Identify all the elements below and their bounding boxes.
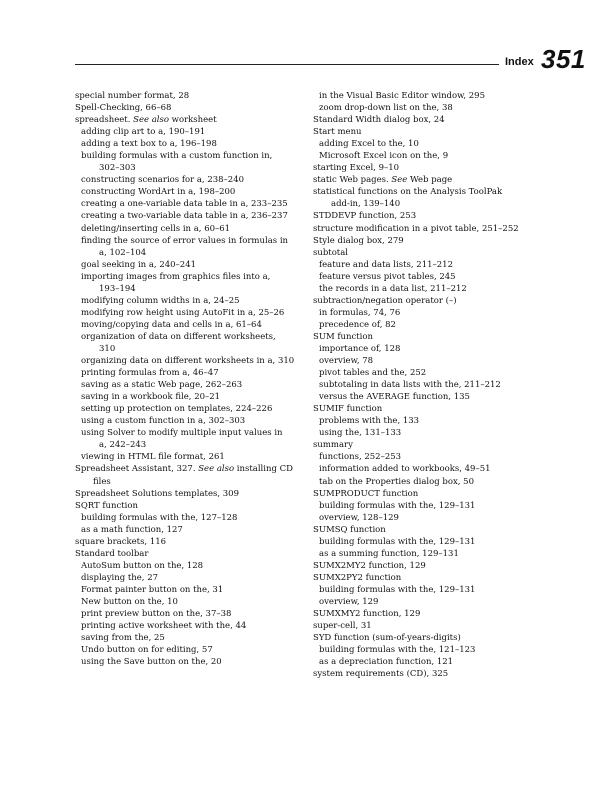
entry-text: subtotaling in data lists with the, 211–212 (319, 380, 501, 391)
entry-text: overview, 128–129 (319, 512, 399, 523)
entry-text: printing active worksheet with the, 44 (81, 621, 247, 632)
index-subentry (75, 367, 307, 379)
entry-text: using Solver to modify multiple input values in (81, 428, 283, 439)
entry-text: super-cell, 31 (313, 621, 372, 632)
index-subentry (75, 210, 307, 222)
index-subentry (313, 427, 545, 439)
entry-text: SUM function (313, 331, 373, 342)
index-subentry (75, 512, 307, 524)
index-entry (313, 439, 545, 451)
index-subentry (313, 307, 545, 319)
entry-text: problems with the, 133 (319, 416, 420, 427)
entry-text: 302–303 (99, 163, 136, 174)
entry-text: Undo button on for editing, 57 (81, 645, 213, 656)
index-subentry (313, 343, 545, 355)
running-header-section: Index (505, 56, 534, 68)
entry-text: organizing data on different worksheets in a, 310 (81, 356, 295, 367)
index-subentry (313, 512, 545, 524)
entry-text: Microsoft Excel icon on the, 9 (319, 151, 449, 162)
entry-text: precedence of, 82 (319, 319, 396, 330)
entry-text: SUMXMY2 function, 129 (313, 609, 421, 620)
index-subentry (313, 596, 545, 608)
entry-text: displaying the, 27 (81, 572, 159, 583)
entry-text: SUMSQ function (313, 524, 386, 535)
entry-text: goal seeking in a, 240–241 (81, 259, 197, 270)
index-subentry (75, 427, 307, 439)
entry-text: building formulas with the, 127–128 (81, 512, 238, 523)
entry-text: setting up protection on templates, 224–226 (81, 404, 273, 415)
entry-text: using the Save button on the, 20 (81, 657, 222, 668)
entry-text: adding a text box to a, 196–198 (81, 139, 217, 150)
entry-text: worksheet (168, 115, 217, 126)
index-entry (313, 560, 545, 572)
entry-text: zoom drop-down list on the, 38 (319, 103, 453, 114)
index-subentry (313, 259, 545, 271)
index-entry (313, 403, 545, 415)
index-entry (75, 90, 307, 102)
entry-text: deleting/inserting cells in a, 60–61 (81, 223, 231, 234)
index-entry (313, 488, 545, 500)
entry-text: information added to workbooks, 49–51 (319, 464, 491, 475)
index-subentry (313, 319, 545, 331)
index-column-right (313, 90, 545, 680)
index-subentry (75, 331, 307, 343)
index-subentry (75, 379, 307, 391)
entry-text: constructing WordArt in a, 198–200 (81, 187, 236, 198)
index-entry (313, 174, 545, 186)
index-column-left (75, 90, 307, 668)
entry-text: in formulas, 74, 76 (319, 307, 401, 318)
index-entry (313, 295, 545, 307)
header-rule (75, 64, 499, 65)
entry-text: SQRT function (75, 500, 138, 511)
see-reference: See also (133, 115, 169, 126)
index-subentry (75, 150, 307, 162)
index-entry (75, 476, 307, 488)
see-reference: See also (198, 464, 235, 475)
index-subentry (313, 355, 545, 367)
index-subentry (313, 536, 545, 548)
entry-text: as a math function, 127 (81, 524, 183, 535)
entry-text: SUMIF function (313, 404, 383, 415)
index-subentry (313, 150, 545, 162)
entry-text: building formulas with the, 129–131 (319, 500, 476, 511)
index-entry (313, 572, 545, 584)
entry-text: starting Excel, 9–10 (313, 163, 400, 174)
entry-text: modifying row height using AutoFit in a, 25–26 (81, 307, 285, 318)
index-subentry (75, 391, 307, 403)
entry-text: constructing scenarios for a, 238–240 (81, 175, 245, 186)
entry-text: Web page (407, 175, 453, 186)
index-subentry (313, 415, 545, 427)
index-subentry (75, 126, 307, 138)
index-subentry (313, 379, 545, 391)
entry-text: statistical functions on the Analysis ToolPak (313, 187, 503, 198)
entry-text: organization of data on different worksheets, (81, 331, 276, 342)
index-subentry (313, 500, 545, 512)
index-subentry (75, 343, 307, 355)
entry-text: add-in, 139–140 (331, 199, 401, 210)
index-subentry (75, 451, 307, 463)
entry-text: New button on the, 10 (81, 596, 178, 607)
entry-text: saving as a static Web page, 262–263 (81, 380, 243, 391)
index-entry (75, 102, 307, 114)
entry-text: creating a two-variable data table in a, 236–237 (81, 211, 288, 222)
entry-text: Standard Width dialog box, 24 (313, 115, 445, 126)
index-subentry (75, 259, 307, 271)
entry-text: adding clip art to a, 190–191 (81, 127, 206, 138)
index-subentry (75, 271, 307, 283)
index-subentry (313, 367, 545, 379)
entry-text: SUMPRODUCT function (313, 488, 419, 499)
entry-text: feature and data lists, 211–212 (319, 259, 453, 270)
entry-text: saving in a workbook file, 20–21 (81, 392, 221, 403)
entry-text: creating a one-variable data table in a, 233–235 (81, 199, 288, 210)
index-entry (313, 210, 545, 222)
index-entry (75, 114, 307, 126)
entry-text: importance of, 128 (319, 343, 401, 354)
index-subentry (75, 644, 307, 656)
index-entry (313, 524, 545, 536)
entry-text: building formulas with the, 129–131 (319, 584, 476, 595)
entry-text: print preview button on the, 37–38 (81, 609, 232, 620)
entry-text: 193–194 (99, 283, 136, 294)
entry-text: tab on the Properties dialog box, 50 (319, 476, 474, 487)
entry-text: modifying column widths in a, 24–25 (81, 295, 240, 306)
index-subentry (75, 608, 307, 620)
entry-text: overview, 129 (319, 596, 379, 607)
index-subentry (75, 620, 307, 632)
entry-text: files (93, 476, 111, 487)
index-entry (313, 126, 545, 138)
index-subentry (75, 162, 307, 174)
index-entry (313, 668, 545, 680)
entry-text: as a summing function, 129–131 (319, 548, 459, 559)
index-subentry (313, 391, 545, 403)
index-subentry (313, 463, 545, 475)
entry-text: printing formulas from a, 46–47 (81, 368, 219, 379)
index-entry (313, 632, 545, 644)
index-subentry (75, 247, 307, 259)
see-reference: See (391, 175, 408, 186)
index-subentry (313, 548, 545, 560)
index-subentry (75, 319, 307, 331)
entry-text: overview, 78 (319, 356, 374, 367)
index-subentry (75, 560, 307, 572)
entry-text: STDDEVP function, 253 (313, 211, 417, 222)
index-entry (313, 620, 545, 632)
index-subentry (313, 271, 545, 283)
entry-text: viewing in HTML file format, 261 (81, 452, 225, 463)
index-subentry (313, 584, 545, 596)
entry-text: Spreadsheet Assistant, 327. (75, 464, 199, 475)
entry-text: in the Visual Basic Editor window, 295 (319, 91, 485, 101)
entry-text: special number format, 28 (75, 91, 190, 101)
index-entry (313, 608, 545, 620)
index-subentry (313, 451, 545, 463)
index-entry (75, 500, 307, 512)
index-subentry (75, 403, 307, 415)
index-subentry (313, 138, 545, 150)
entry-text: importing images from graphics files into a, (81, 271, 271, 282)
index-subentry (75, 439, 307, 451)
entry-text: installing CD (234, 464, 293, 475)
entry-text: system requirements (CD), 325 (313, 669, 449, 680)
entry-text: building formulas with the, 129–131 (319, 536, 476, 547)
index-entry (313, 223, 545, 235)
entry-text: structure modification in a pivot table, 251–252 (313, 223, 519, 234)
entry-text: functions, 252–253 (319, 452, 402, 463)
index-entry (313, 114, 545, 126)
index-subentry (75, 415, 307, 427)
entry-text: building formulas with a custom function in, (81, 151, 273, 162)
entry-text: SUMX2MY2 function, 129 (313, 560, 426, 571)
index-subentry (313, 656, 545, 668)
entry-text: subtotal (313, 247, 349, 258)
entry-text: 310 (99, 343, 116, 354)
index-subentry (313, 476, 545, 488)
entry-text: adding Excel to the, 10 (319, 139, 419, 150)
entry-text: spreadsheet. (75, 115, 134, 126)
entry-text: static Web pages. (313, 175, 392, 186)
entry-text: versus the AVERAGE function, 135 (319, 392, 470, 403)
index-entry (313, 247, 545, 259)
entry-text: feature versus pivot tables, 245 (319, 271, 456, 282)
entry-text: using a custom function in a, 302–303 (81, 416, 246, 427)
index-entry (313, 186, 545, 198)
index-subentry (75, 307, 307, 319)
entry-text: subtraction/negation operator (–) (313, 295, 457, 306)
entry-text: summary (313, 440, 353, 451)
entry-text: SYD function (sum-of-years-digits) (313, 633, 461, 644)
index-subentry (75, 198, 307, 210)
entry-text: a, 102–104 (99, 247, 147, 258)
index-subentry (75, 283, 307, 295)
entry-text: Spell-Checking, 66–68 (75, 103, 172, 114)
index-subentry (75, 235, 307, 247)
entry-text: Standard toolbar (75, 548, 149, 559)
index-entry (313, 331, 545, 343)
index-entry (75, 548, 307, 560)
entry-text: the records in a data list, 211–212 (319, 283, 467, 294)
entry-text: pivot tables and the, 252 (319, 368, 427, 379)
index-subentry (75, 223, 307, 235)
entry-text: Start menu (313, 127, 362, 138)
entry-text: Spreadsheet Solutions templates, 309 (75, 488, 239, 499)
index-subentry (313, 90, 545, 102)
entry-text: Format painter button on the, 31 (81, 584, 224, 595)
entry-text: as a depreciation function, 121 (319, 657, 454, 668)
entry-text: a, 242–243 (99, 440, 147, 451)
index-entry (313, 235, 545, 247)
index-subentry (75, 524, 307, 536)
index-entry (75, 488, 307, 500)
index-subentry (75, 186, 307, 198)
index-subentry (313, 283, 545, 295)
entry-text: square brackets, 116 (75, 536, 167, 547)
index-subentry (75, 138, 307, 150)
entry-text: saving from the, 25 (81, 633, 165, 644)
index-subentry (313, 644, 545, 656)
entry-text: finding the source of error values in formulas in (81, 235, 289, 246)
index-subentry (75, 632, 307, 644)
entry-text: building formulas with the, 121–123 (319, 645, 476, 656)
index-entry (75, 536, 307, 548)
index-subentry (75, 596, 307, 608)
entry-text: using the, 131–133 (319, 428, 402, 439)
index-subentry (75, 295, 307, 307)
index-entry (313, 162, 545, 174)
index-entry (75, 463, 307, 475)
entry-text: Style dialog box, 279 (313, 235, 404, 246)
entry-text: AutoSum button on the, 128 (81, 560, 204, 571)
index-subentry (313, 102, 545, 114)
index-subentry (75, 584, 307, 596)
index-subentry (75, 355, 307, 367)
entry-text: moving/copying data and cells in a, 61–64 (81, 319, 262, 330)
index-subentry (75, 174, 307, 186)
entry-text: SUMX2PY2 function (313, 572, 402, 583)
page-number: 351 (541, 44, 586, 74)
index-subentry (75, 656, 307, 668)
index-subentry (75, 572, 307, 584)
index-entry (313, 198, 545, 210)
